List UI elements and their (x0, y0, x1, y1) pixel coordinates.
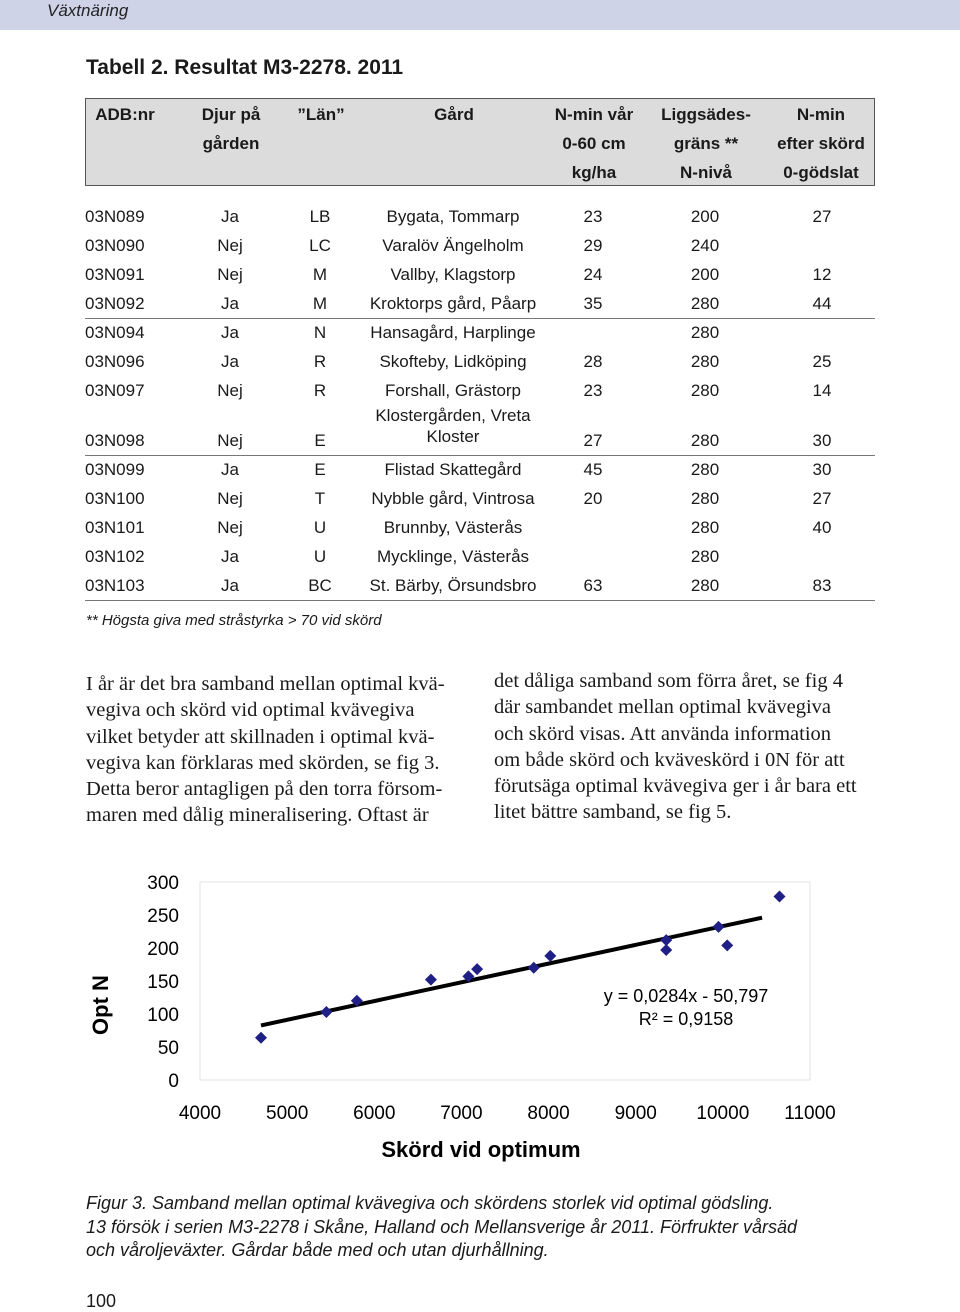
cell-lan: BC (308, 576, 332, 595)
figure-caption (86, 1192, 896, 1263)
cell-djur: Ja (221, 547, 239, 566)
cell-ligg: 280 (690, 352, 720, 371)
th-ligg-3: N-nivå (680, 163, 732, 182)
cell-eft: 12 (812, 265, 832, 284)
x-tick-label: 9000 (614, 1103, 657, 1124)
cell-nmin: 63 (583, 576, 603, 595)
y-axis-label: Opt N (88, 975, 113, 1035)
x-axis-label: Skörd vid optimum (381, 1137, 581, 1162)
table-row (85, 318, 875, 347)
cell-lan: R (313, 352, 327, 371)
cell-ligg: 280 (690, 381, 720, 400)
plot-area (200, 882, 810, 1080)
cell-djur: Ja (221, 352, 239, 371)
th-ligg-2: gräns ** (673, 134, 739, 153)
table-row (85, 571, 875, 601)
table-row (85, 513, 875, 542)
body-line: I år är det bra samband mellan optimal kvä- (86, 673, 445, 695)
cell-nmin: 27 (583, 431, 603, 450)
data-point (721, 939, 733, 951)
cell-djur: Ja (221, 576, 239, 595)
cell-djur: Nej (217, 489, 243, 508)
data-point (471, 963, 483, 975)
cell-ligg: 200 (690, 265, 720, 284)
cell-ligg: 200 (690, 207, 720, 226)
cell-gard: Hansagård, Harplinge (370, 323, 536, 342)
y-tick-label: 200 (147, 939, 179, 960)
cell-lan: T (314, 489, 326, 508)
caption-line: Figur 3. Samband mellan optimal kvävegiva och skördens storlek vid optimal gödsling. (86, 1193, 774, 1213)
cell-ligg: 280 (690, 460, 720, 479)
cell-gard: Brunnby, Västerås (383, 518, 523, 537)
body-line: och skörd visas. Att använda information (494, 722, 832, 745)
cell-lan: E (314, 460, 326, 479)
cell-nmin: 24 (583, 265, 603, 284)
data-point (660, 944, 672, 956)
cell-ligg: 280 (690, 576, 720, 595)
cell-adb: 03N097 (85, 381, 145, 400)
cell-eft: 25 (812, 352, 832, 371)
cell-nmin: 29 (583, 236, 603, 255)
cell-djur: Ja (221, 294, 239, 313)
cell-nmin: 23 (583, 381, 603, 400)
th-djur-2: gården (202, 134, 260, 153)
cell-nmin (553, 542, 633, 571)
x-tick-label: 11000 (784, 1103, 836, 1124)
cell-ligg: 280 (690, 547, 720, 566)
x-tick-label: 10000 (696, 1103, 750, 1124)
body-line: litet bättre samband, se fig 5. (494, 801, 732, 824)
cell-nmin: 45 (583, 460, 603, 479)
body-line: vegiva kan förklaras med skörden, se fig 3. (86, 751, 440, 774)
x-tick-label: 4000 (178, 1103, 222, 1124)
body-line: Detta beror antagligen på den torra försom- (86, 778, 443, 801)
cell-gard: Bygata, Tommarp (386, 207, 520, 226)
body-line: maren med dålig mineralisering. Oftast är (86, 804, 429, 827)
cell-gard: St. Bärby, Örsundsbro (369, 576, 537, 595)
y-tick-label: 50 (157, 1038, 179, 1059)
body-line: där sambandet mellan optimal kvävegiva (494, 696, 831, 719)
r-squared-label: R² = 0,9158 (638, 1009, 734, 1029)
cell-ligg: 280 (690, 294, 720, 313)
section-header-band (0, 0, 960, 30)
table-footnote: ** Högsta giva med stråstyrka > 70 vid skörd (86, 612, 382, 629)
y-tick-label: 300 (147, 873, 179, 894)
th-adb: ADB:nr (95, 105, 155, 124)
table-row (85, 542, 875, 571)
x-tick-label: 5000 (266, 1103, 309, 1124)
table-row (85, 231, 875, 260)
cell-eft (775, 231, 869, 260)
cell-djur: Ja (221, 207, 239, 226)
cell-eft: 83 (812, 576, 832, 595)
cell-ligg: 280 (690, 489, 720, 508)
cell-ligg: 240 (690, 236, 720, 255)
data-point (774, 891, 786, 903)
cell-lan: E (314, 431, 326, 450)
cell-adb: 03N090 (85, 236, 145, 255)
cell-lan: M (312, 294, 328, 313)
table-row (85, 347, 875, 376)
cell-lan: LB (309, 207, 331, 226)
cell-eft: 27 (812, 489, 832, 508)
cell-nmin (553, 513, 633, 542)
cell-gard: Nybble gård, Vintrosa (371, 489, 535, 508)
cell-nmin: 28 (583, 352, 603, 371)
table-row (85, 376, 875, 405)
table-row (85, 202, 875, 231)
trendline-equation: y = 0,0284x - 50,797 (603, 986, 769, 1006)
x-tick-label: 6000 (353, 1103, 396, 1124)
th-nmin-2: 0-60 cm (562, 134, 626, 153)
body-text-left (86, 671, 466, 829)
table-row (85, 260, 875, 289)
th-lan: ”Län” (297, 105, 345, 124)
body-line: om både skörd och kväveskörd i 0N för att (494, 748, 845, 771)
table-title: Tabell 2. Resultat M3-2278. 2011 (86, 56, 404, 79)
cell-adb: 03N094 (85, 323, 145, 342)
y-tick-label: 250 (147, 906, 179, 927)
cell-adb: 03N101 (85, 518, 145, 537)
cell-nmin: 20 (583, 489, 603, 508)
table-header (85, 98, 875, 186)
cell-adb: 03N092 (85, 294, 145, 313)
cell-ligg: 280 (690, 323, 720, 342)
cell-eft: 40 (812, 518, 832, 537)
cell-djur: Nej (217, 518, 243, 537)
data-point (255, 1032, 267, 1044)
cell-gard: Klostergården, Vreta Kloster (375, 406, 531, 446)
cell-gard: Skofteby, Lidköping (379, 352, 527, 371)
cell-eft: 30 (812, 431, 832, 450)
cell-ligg: 280 (690, 431, 720, 450)
cell-lan: U (313, 518, 327, 537)
cell-djur: Ja (221, 323, 239, 342)
data-point (544, 950, 556, 962)
table-row (85, 484, 875, 513)
th-gard: Gård (434, 105, 474, 124)
data-point (320, 1006, 332, 1018)
x-tick-label: 8000 (527, 1103, 570, 1124)
cell-gard: Kroktorps gård, Påarp (369, 294, 537, 313)
scatter-chart (0, 860, 960, 1180)
body-line: förutsäga optimal kvävegiva ger i år bara ett (494, 775, 857, 798)
cell-gard: Vallby, Klagstorp (390, 265, 516, 284)
cell-nmin: 23 (583, 207, 603, 226)
th-ligg-1: Liggsädes- (661, 105, 751, 124)
cell-gard: Flistad Skattegård (384, 460, 522, 479)
cell-adb: 03N099 (85, 460, 145, 479)
th-eft-1: N-min (796, 105, 846, 124)
cell-djur: Nej (217, 381, 243, 400)
caption-line: och våroljeväxter. Gårdar både med och utan djurhållning. (86, 1240, 549, 1260)
caption-line: 13 försök i serien M3-2278 i Skåne, Halland och Mellansverige år 2011. Förfrukter vårsäd (86, 1216, 798, 1237)
table-row (85, 405, 875, 456)
th-eft-3: 0-gödslat (783, 163, 859, 182)
cell-djur: Nej (217, 236, 243, 255)
cell-lan: LC (309, 236, 331, 255)
data-point (425, 974, 437, 986)
cell-eft (775, 318, 869, 347)
page-number: 100 (86, 1291, 117, 1311)
cell-adb: 03N102 (85, 547, 145, 566)
body-line: det dåliga samband som förra året, se fig 4 (494, 670, 843, 692)
cell-adb: 03N098 (85, 431, 145, 450)
table-row (85, 455, 875, 484)
data-point (528, 962, 540, 974)
cell-lan: U (313, 547, 327, 566)
cell-gard: Varalöv Ängelholm (382, 236, 524, 255)
th-nmin-1: N-min vår (554, 105, 634, 124)
cell-adb: 03N091 (85, 265, 145, 284)
cell-gard: Forshall, Grästorp (384, 381, 522, 400)
cell-adb: 03N096 (85, 352, 145, 371)
y-tick-label: 150 (147, 972, 179, 993)
cell-eft: 14 (812, 381, 832, 400)
cell-nmin: 35 (583, 294, 603, 313)
x-tick-label: 7000 (440, 1103, 483, 1124)
body-line: vegiva och skörd vid optimal kvävegiva (86, 699, 415, 722)
data-point (713, 921, 725, 933)
cell-lan: M (312, 265, 328, 284)
cell-eft (775, 542, 869, 571)
cell-adb: 03N103 (85, 576, 145, 595)
cell-adb: 03N089 (85, 207, 145, 226)
cell-gard: Mycklinge, Västerås (376, 547, 530, 566)
y-tick-label: 0 (168, 1071, 179, 1092)
cell-djur: Nej (217, 431, 243, 450)
cell-djur: Ja (221, 460, 239, 479)
th-eft-2: efter skörd (777, 134, 865, 153)
cell-adb: 03N100 (85, 489, 145, 508)
body-text-right (494, 668, 876, 826)
cell-eft: 27 (812, 207, 832, 226)
body-line: vilket betyder att skillnaden i optimal kvä- (86, 725, 435, 748)
cell-ligg: 280 (690, 518, 720, 537)
section-title: Växtnäring (47, 1, 129, 20)
cell-nmin (553, 318, 633, 347)
cell-lan: N (313, 323, 327, 342)
cell-eft: 44 (812, 294, 832, 313)
cell-eft: 30 (812, 460, 832, 479)
y-tick-label: 100 (147, 1005, 179, 1026)
table-row (85, 289, 875, 319)
th-djur-1: Djur på (201, 105, 261, 124)
cell-djur: Nej (217, 265, 243, 284)
th-nmin-3: kg/ha (571, 163, 617, 182)
cell-lan: R (313, 381, 327, 400)
